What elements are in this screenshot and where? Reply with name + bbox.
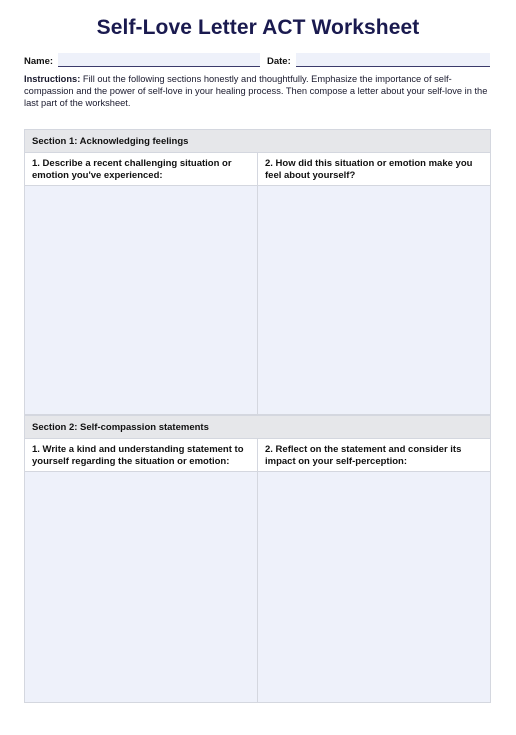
name-field[interactable] [58,53,260,67]
section-2-questions [25,439,490,472]
section-1-title: Section 1: Acknowledging feelings [25,130,490,153]
name-label: Name: [24,56,54,67]
section-1-answer-2[interactable] [257,186,490,414]
date-label: Date: [267,56,291,67]
page-title: Self-Love Letter ACT Worksheet [96,16,420,39]
section-1-questions [25,153,490,186]
section-1-question-1: 1. Describe a recent challenging situation or emotion you've experienced: [32,158,232,181]
section-1-answer-1[interactable] [25,186,257,414]
section-1 [24,129,491,415]
section-2-question-2: 2. Reflect on the statement and consider its impact on your self-perception: [257,439,490,471]
section-2-question-1: 1. Write a kind and understanding statement to yourself regarding the situation or emotion: [32,444,244,467]
date-field[interactable] [296,53,490,67]
section-2-answers [25,472,490,702]
section-2-title: Section 2: Self-compassion statements [25,416,490,439]
section-2-answer-2[interactable] [257,472,490,702]
header-fields [24,53,490,69]
instructions [24,73,492,109]
section-1-question-2: 2. How did this situation or emotion make you feel about yourself? [257,153,490,185]
instructions-text: Fill out the following sections honestly and thoughtfully. Emphasize the importance of self-compassion and the power of self-love in your healing process. Then compose a letter about your self-love in the last part of the worksheet. [24,74,488,108]
section-2 [24,415,491,703]
section-2-answer-1[interactable] [25,472,257,702]
section-1-answers [25,186,490,414]
instructions-label: Instructions: [24,74,81,84]
